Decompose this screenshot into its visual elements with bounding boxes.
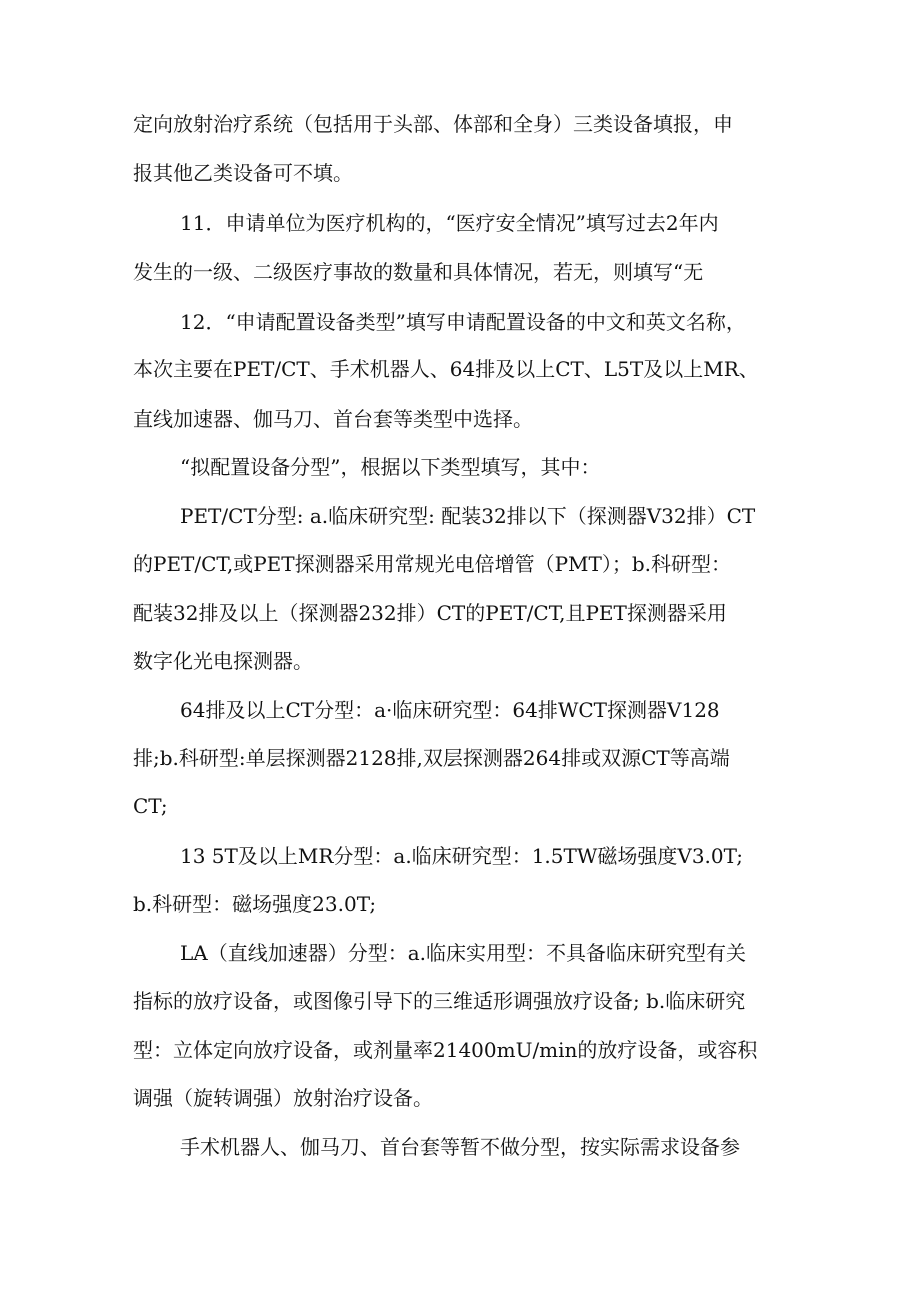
text-line: 12．“申请配置设备类型”填写申请配置设备的中文和英文名称， (180, 310, 746, 334)
text-line: 排;b.科研型:单层探测器2128排,双层探测器264排或双源CT等高端 (133, 746, 730, 770)
text-line: 报其他乙类设备可不填。 (133, 161, 353, 185)
text-line: “拟配置设备分型”，根据以下类型填写，其中： (180, 455, 601, 479)
text-line: 调强（旋转调强）放射治疗设备。 (133, 1086, 433, 1110)
text-line: PET/CT分型: a.临床研究型: 配装32排以下（探测器V32排）CT (180, 504, 756, 528)
text-line: 11．申请单位为医疗机构的，“医疗安全情况”填写过去2年内 (180, 211, 719, 235)
text-line: 型：立体定向放疗设备，或剂量率21400mU/min的放疗设备，或容积 (133, 1038, 758, 1062)
text-line: CT; (133, 794, 168, 818)
text-line: 手术机器人、伽马刀、首台套等暂不做分型，按实际需求设备参 (180, 1135, 740, 1159)
text-line: 指标的放疗设备，或图像引导下的三维适形调强放疗设备; b.临床研究 (133, 989, 746, 1013)
text-line: b.科研型：磁场强度23.0T; (133, 892, 377, 916)
text-line: 直线加速器、伽马刀、首台套等类型中选择。 (133, 407, 533, 431)
text-line: 数字化光电探测器。 (133, 649, 313, 673)
text-line: 的PET/CT,或PET探测器采用常规光电倍增管（PMT）；b.科研型： (133, 552, 732, 576)
text-line: LA（直线加速器）分型：a.临床实用型：不具备临床研究型有关 (180, 941, 747, 965)
text-line: 64排及以上CT分型：a·临床研究型：64排WCT探测器V128 (180, 698, 720, 722)
text-line: 本次主要在PET/CT、手术机器人、64排及以上CT、L5T及以上MR、 (133, 357, 759, 381)
text-line: 发生的一级、二级医疗事故的数量和具体情况，若无，则填写“无 (133, 260, 704, 284)
text-line: 13 5T及以上MR分型：a.临床研究型：1.5TW磁场强度V3.0T; (180, 844, 744, 868)
text-line: 定向放射治疗系统（包括用于头部、体部和全身）三类设备填报，申 (133, 112, 733, 136)
text-line: 配装32排及以上（探测器232排）CT的PET/CT,且PET探测器采用 (133, 601, 727, 625)
